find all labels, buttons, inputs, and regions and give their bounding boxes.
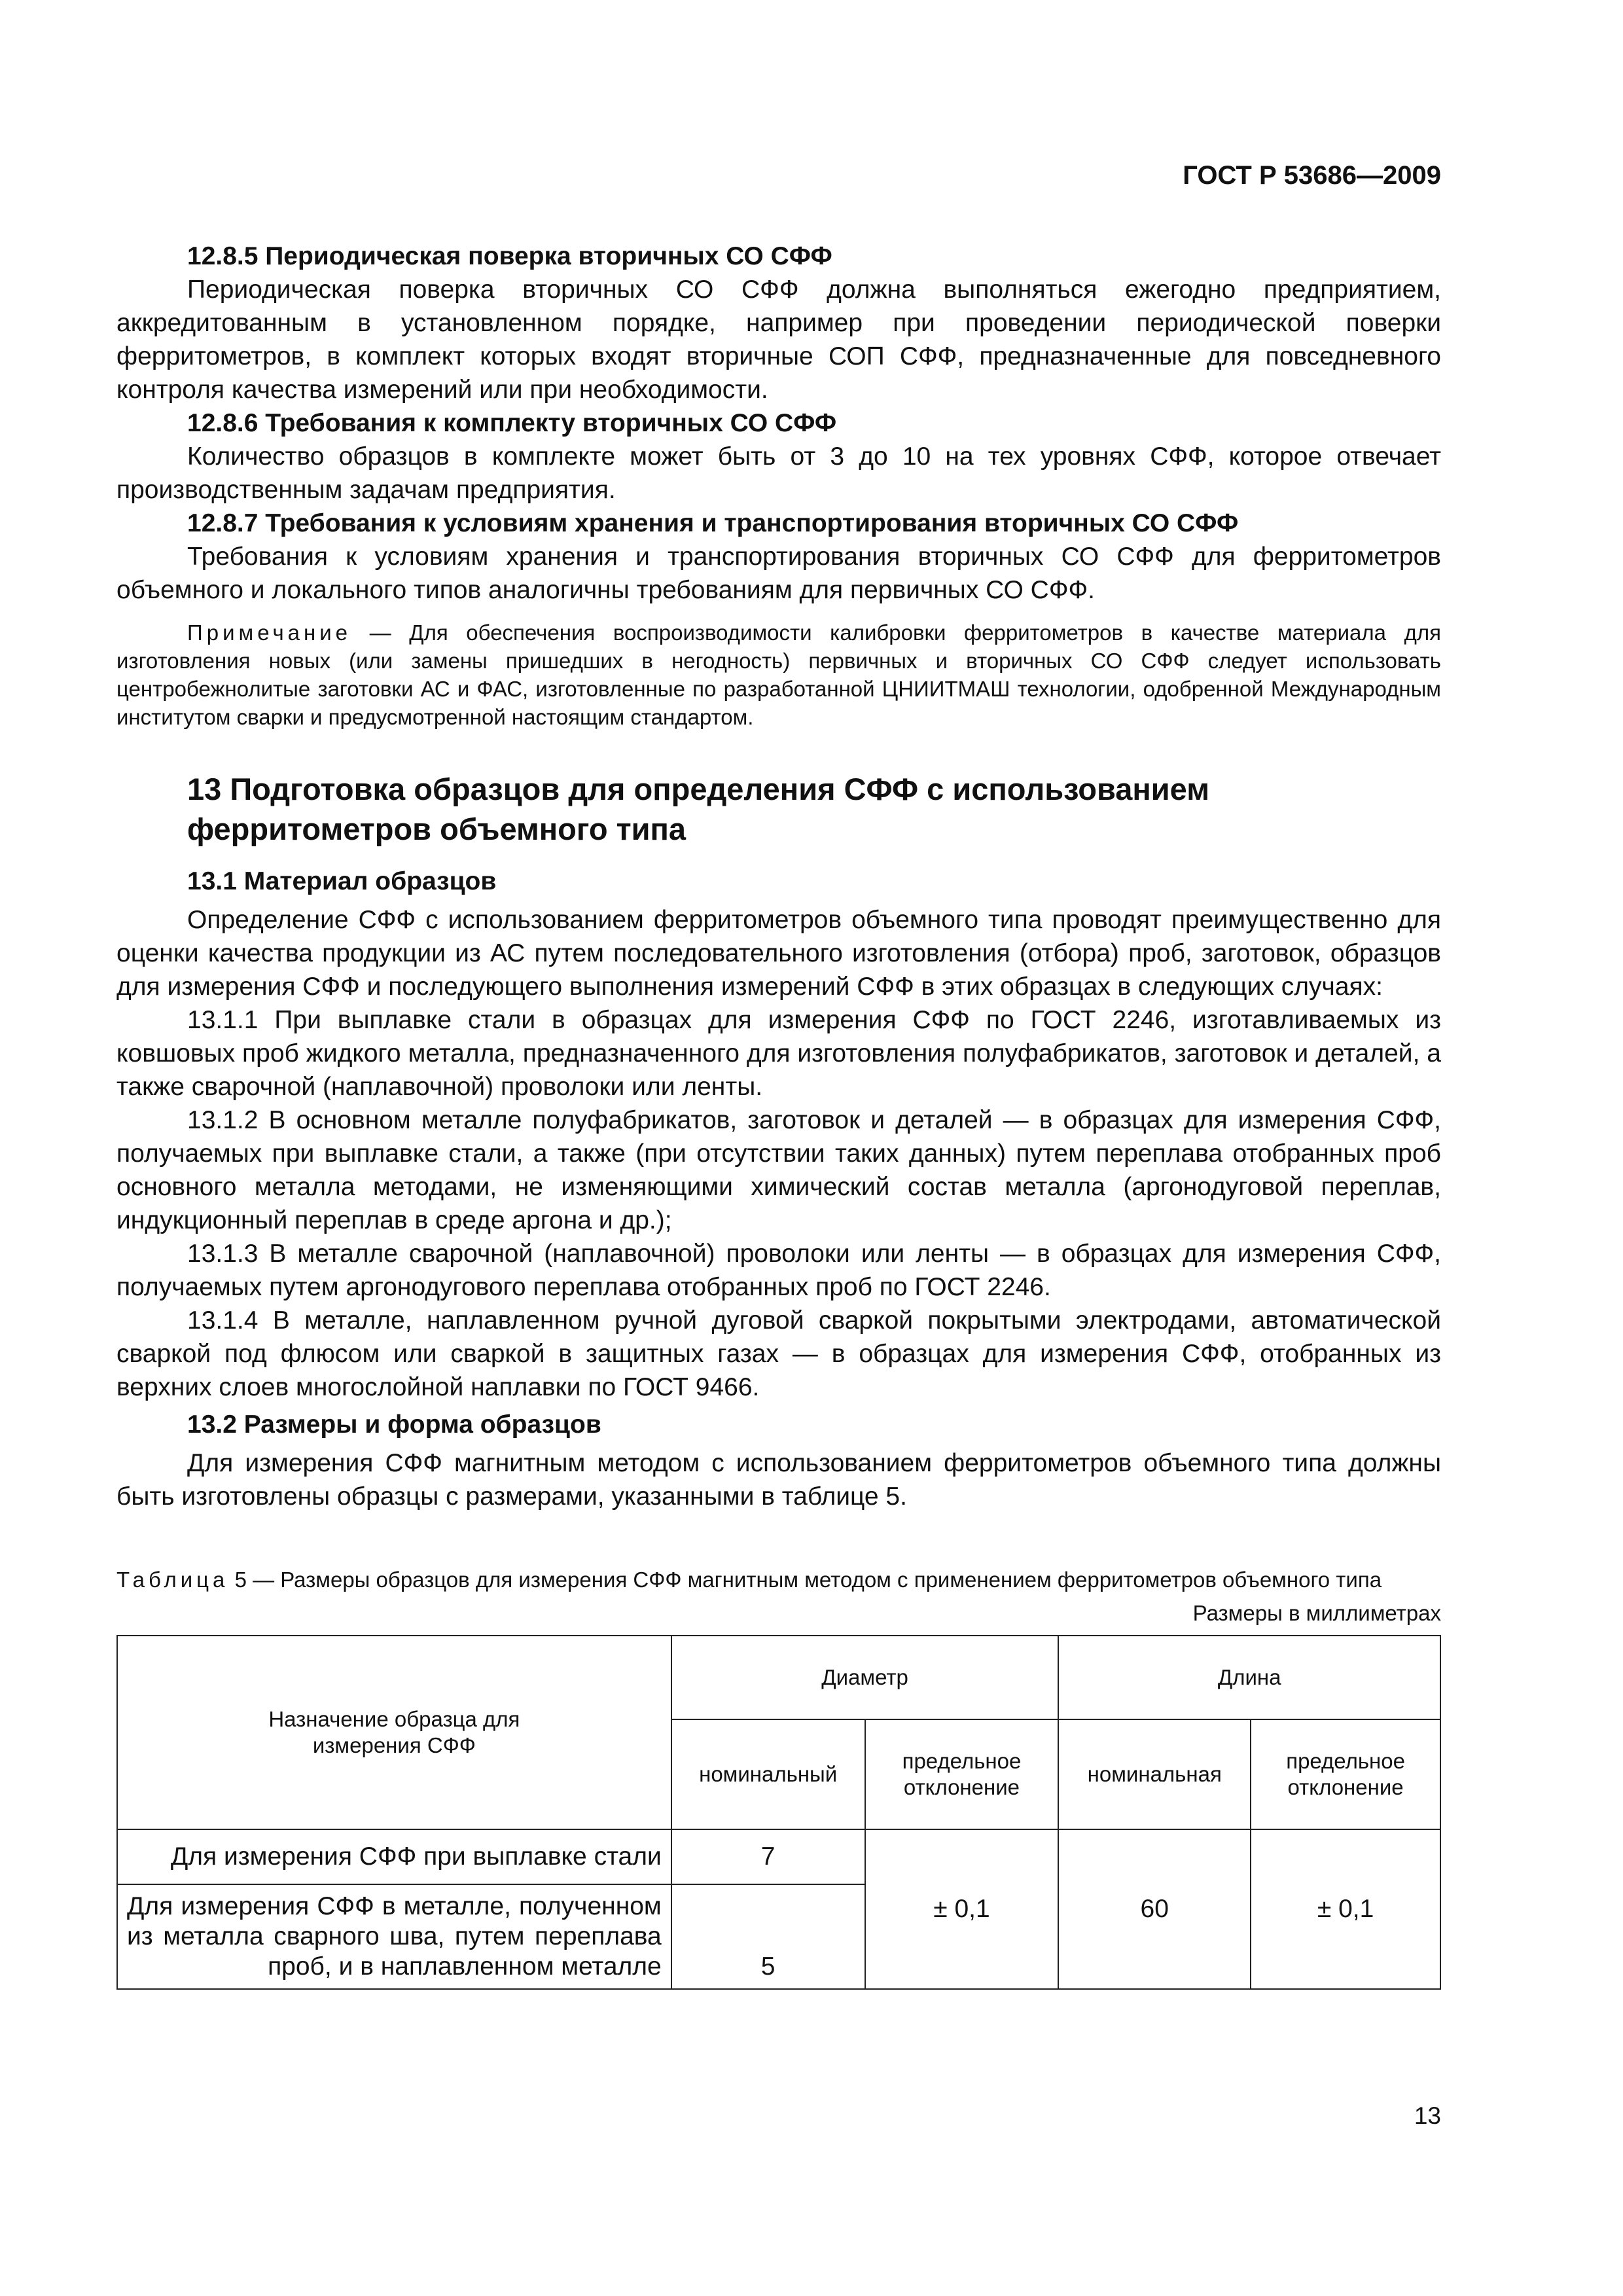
note-text: — Для обеспечения воспроизводимости калибровки ферритометров в качестве материала для изготовления новых (или замены пришедших в негодность) первичных и вторичных СО СФФ следует использовать центробежнолитые заготовки АС и ФАС, изготовленные по разработанной ЦНИИТМАШ технологии, одобренной Международным институтом сварки и предусмотренной настоящим стандартом. [116,620,1441,729]
section-13-1-4: 13.1.4 В металле, наплавленном ручной дуговой сваркой покрытыми электродами, автоматической сваркой под флюсом или сваркой в защитных газах — в образцах для измерения СФФ, отобранных из верхних слоев многослойной наплавки по ГОСТ 9466. [116,1306,1441,1401]
section-13-1-text: Определение СФФ с использованием ферритометров объемного типа проводят преимущественно для оценки качества продукции из АС путем последовательного изготовления (отбора) проб, заготовок, образцов для измерения СФФ и последующего выполнения измерений СФФ в этих образцах в следующих случаях: [116,906,1441,1001]
header-length: Длина [1058,1636,1440,1719]
header-purpose-text: Назначение образца для измерения СФФ [268,1707,520,1757]
header-diameter-deviation [865,1719,1059,1829]
section-13-2-text: Для измерения СФФ магнитным методом с использованием ферритометров объемного типа должны быть изготовлены образцы с размерами, указанными в таблице 5. [116,1449,1441,1511]
page-number: 13 [1414,2102,1441,2129]
length-nominal-cell: 60 [1058,1829,1251,1989]
section-12-8-7-title: 12.8.7 Требования к условиям хранения и транспортирования вторичных СО СФФ [187,509,1239,537]
section-12-8-7-text: Требования к условиям хранения и транспортирования вторичных СО СФФ для ферритометров объемного и локального типов аналогичны требованиям для первичных СО СФФ. [116,543,1441,604]
table-caption [116,1566,1441,1594]
section-13-1-2: 13.1.2 В основном металле полуфабрикатов, заготовок и деталей — в образцах для измерения СФФ, получаемых при выплавке стали, а также (при отсутствии таких данных) путем переплава отобранных проб основного металла методами, не изменяющими химический состав металла (аргонодуговой переплав, индукционный переплав в среде аргона и др.); [116,1106,1441,1234]
section-13-1-1: 13.1.1 При выплавке стали в образцах для измерения СФФ по ГОСТ 2246, изготавливаемых из ковшовых проб жидкого металла, предназначенного для изготовления полуфабрикатов, заготовок и деталей, а также сварочной (наплавочной) проволоки или ленты. [116,1006,1441,1101]
section-12-8-5-title: 12.8.5 Периодическая поверка вторичных СО СФФ [187,242,832,270]
page-content [116,240,1441,1990]
table-units: Размеры в миллиметрах [1192,1601,1441,1625]
standard-header: ГОСТ Р 53686—2009 [1183,161,1441,190]
note [116,619,1441,731]
header-diameter-deviation-text: предельное отклонение [902,1749,1022,1799]
table-caption-text: 5 — Размеры образцов для измерения СФФ магнитным методом с применением ферритометров объемного типа [234,1568,1382,1592]
row-2-purpose: Для измерения СФФ в металле, полученном из металла сварного шва, путем переплава проб, и в наплавленном металле [117,1884,671,1989]
diameter-deviation-cell: ± 0,1 [865,1829,1059,1989]
row-2-diameter: 5 [671,1884,865,1989]
section-13-1-3: 13.1.3 В металле сварочной (наплавочной) проволоки или ленты — в образцах для измерения СФФ, получаемых путем аргонодугового переплава отобранных проб по ГОСТ 2246. [116,1240,1441,1301]
row-1-purpose: Для измерения СФФ при выплавке стали [117,1829,671,1884]
section-12-8-6-title: 12.8.6 Требования к комплекту вторичных СО СФФ [187,409,837,437]
header-purpose [117,1636,671,1829]
table-label: Таблица [116,1568,229,1592]
header-length-deviation [1251,1719,1440,1829]
row-1-diameter: 7 [671,1829,865,1884]
note-label: Примечание [187,620,352,645]
header-diameter-nominal: номинальный [671,1719,865,1829]
header-diameter: Диаметр [671,1636,1059,1719]
section-13-1-title: 13.1 Материал образцов [187,867,497,895]
section-12-8-6-text: Количество образцов в комплекте может быть от 3 до 10 на тех уровнях СФФ, которое отвечает производственным задачам предприятия. [116,442,1441,504]
dimensions-table [116,1635,1441,1990]
header-length-nominal: номинальная [1058,1719,1251,1829]
length-deviation-cell: ± 0,1 [1251,1829,1440,1989]
section-12-8-5-text: Периодическая поверка вторичных СО СФФ должна выполняться ежегодно предприятием, аккредитованным в установленном порядке, например при проведении периодической поверки ферритометров, в комплект которых входят вторичные СОП СФФ, предназначенные для повседневного контроля качества измерений или при необходимости. [116,276,1441,404]
section-13-2-title: 13.2 Размеры и форма образцов [187,1410,601,1439]
section-13-title: 13 Подготовка образцов для определения СФФ с использованием ферритометров объемного типа [187,772,1209,846]
header-length-deviation-text: предельное отклонение [1286,1749,1405,1799]
